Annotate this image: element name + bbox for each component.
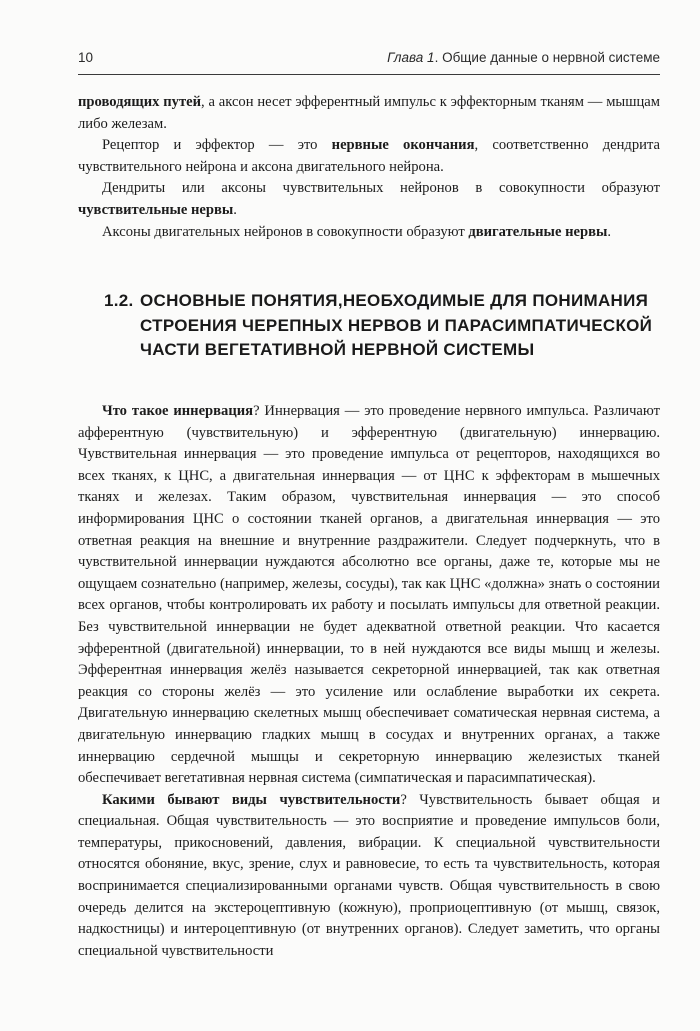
chapter-label: Глава 1 (387, 50, 435, 65)
section-number: 1.2. (104, 291, 134, 310)
bold-term: Что такое иннервация (102, 403, 254, 419)
main-text (78, 401, 660, 962)
page-number: 10 (78, 50, 94, 65)
paragraph: проводящих путей, а аксон несет эфферентный импульс к эффекторным тканям — мышцам либо железам. (78, 94, 660, 132)
bold-term: чувствительные нервы (78, 201, 234, 218)
chapter-title: . Общие данные о нервной системе (434, 50, 660, 65)
paragraph: Рецептор и эффектор — это нервные окончания, соответственно дендрита чувствительного нейрона и аксона двигательного нейрона. (78, 137, 661, 175)
paragraph: Что такое иннервация? Иннервация — это проведение нервного импульса. Различают афферентную (чувствительную) и эфферентную (двигательную) иннервацию. Чувствительная иннервация — это проведение импульса от рецепторов, находящихся во всех тканях, к ЦНС, а двигательная иннервация — от ЦНС к эффекторам в мышечных тканях и железах. Таким образом, чувствительная иннервация — это способ информирования ЦНС о состоянии тканей органов, а двигательная иннервация — это ответная реакция на внешние и внутренние раздражители. Следует подчеркнуть, что в чувствительной иннервации нуждаются абсолютно все органы, даже те, которые мы не ощущаем сознательно (например, железы, сосуды), так как ЦНС «должна» знать о состоянии всех органов, чтобы контролировать их работу и посылать импульсы для ответной реакции. Без чувствительной иннервации не будет адекватной ответной реакции. Что касается эфферентной (двигательной) иннервации, то в ней нуждаются все виды мышц и железы. Эфферентная иннервация желёз называется секреторной иннервацией, так как ответная реакция со стороны желёз — это усиление или ослабление выработки их секрета. Двигательную иннервацию скелетных мышц обеспечивает соматическая нервная система, а двигательную иннервацию гладких мышц в сосудах и внутренних органах, а также иннервацию сердечной мышцы и секреторную иннервацию железистых тканей обеспечивает вегетативная нервная система (симпатическая и парасимпатическая). (78, 403, 660, 787)
bold-term: двигательные нервы (468, 223, 608, 240)
paragraph: Дендриты или аксоны чувствительных нейронов в совокупности образуют чувствительные нервы. (78, 180, 660, 218)
running-header (78, 48, 660, 70)
bold-term: проводящих путей (78, 94, 201, 110)
chapter-running-title (387, 50, 660, 65)
section-heading (104, 289, 664, 363)
header-rule (78, 74, 660, 75)
bold-term: нервные окончания (331, 137, 475, 154)
bold-term: Какими бывают виды чувствительности (102, 791, 401, 808)
paragraph: Какими бывают виды чувствительности? Чувствительность бывает общая и специальная. Общая чувствительность — это восприятие и проведение импульсов боли, температуры, прикосновений, давления, вибрации. К специальной чувствительности относятся обоняние, вкус, зрение, слух и равновесие, то есть та чувствительность, которая воспринимается специализированными органами чувств. Общая чувствительность в свою очередь делится на экстероцептивную (кожную), проприоцептивную (от мышц, связок, надкостницы) и интероцептивную (от внутренних органов). Следует заметить, что органы специальной чувствительности (78, 791, 660, 959)
paragraph: Аксоны двигательных нейронов в совокупности образуют двигательные нервы. (102, 223, 612, 240)
intro-text (78, 92, 660, 243)
section-title: ОСНОВНЫЕ ПОНЯТИЯ,НЕОБХОДИМЫЕ ДЛЯ ПОНИМАНИЯ СТРОЕНИЯ ЧЕРЕПНЫХ НЕРВОВ И ПАРАСИМПАТИЧЕСКОЙ ЧАСТИ ВЕГЕТАТИВНОЙ НЕРВНОЙ СИСТЕМЫ (140, 291, 653, 359)
